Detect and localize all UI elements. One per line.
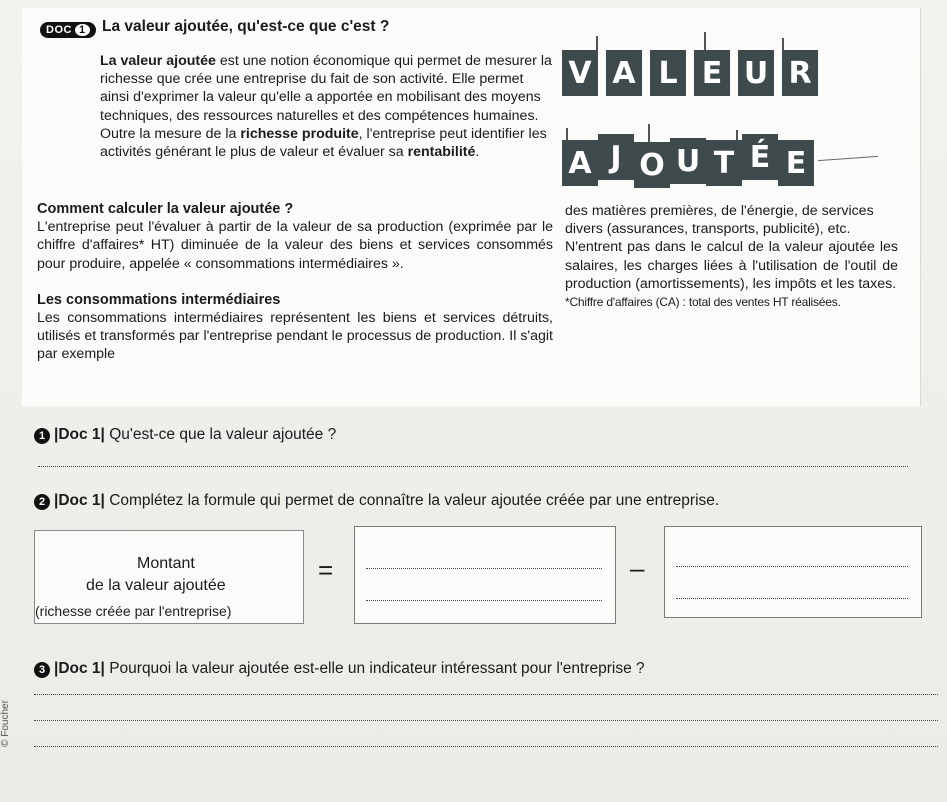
intro-paragraph <box>100 52 552 161</box>
question-2 <box>34 492 719 510</box>
formula-blank-1-line-1[interactable] <box>366 568 602 569</box>
letter-tile: L <box>650 50 686 96</box>
intro-text-2: , l'entreprise peut identifier les activités générant le plus de valeur et évaluer sa <box>100 125 547 161</box>
answer-line[interactable] <box>38 466 908 467</box>
left-column <box>37 200 553 364</box>
doc-badge-number: 1 <box>75 24 90 36</box>
letter-tile: O <box>634 142 670 188</box>
formula-blank-2-line-2[interactable] <box>676 598 908 599</box>
letter-tile: E <box>694 50 730 96</box>
letter-tile: V <box>562 50 598 96</box>
letter-tile: U <box>670 138 706 184</box>
question-ref: |Doc 1| <box>54 660 105 677</box>
letter-tile: J <box>598 134 634 180</box>
letter-tile: É <box>742 134 778 180</box>
question-3 <box>34 660 645 678</box>
question-1 <box>34 426 336 444</box>
minus-sign: – <box>630 553 645 583</box>
doc-badge <box>40 22 96 38</box>
right-column <box>565 202 898 311</box>
formula-label-line2: de la valeur ajoutée <box>86 577 226 594</box>
valeur-ajoutee-illustration <box>556 28 856 198</box>
section1-title: Comment calculer la valeur ajoutée ? <box>37 201 294 217</box>
section2-text: Les consommations intermédiaires représentent les biens et services détruits, utilisés et transformés par l'entreprise pendant le processus de production. Il s'agit par exemple <box>37 310 553 363</box>
letter-tile: R <box>782 50 818 96</box>
margin-copyright: © Foucher <box>0 700 11 747</box>
footnote: *Chiffre d'affaires (CA) : total des ventes HT réalisées. <box>565 295 841 310</box>
section2-title: Les consommations intermédiaires <box>37 291 281 308</box>
formula-blank-2-line-1[interactable] <box>676 566 908 567</box>
intro-bold-2: richesse produite <box>240 125 359 142</box>
section1-text: L'entreprise peut l'évaluer à partir de la valeur de sa production (exprimée par le chiffre d'affaires* HT) diminuée de la valeur des biens et services consommés pour produire, appelée « consommations intermédiaires ». <box>37 219 553 272</box>
question-ref: |Doc 1| <box>54 426 105 443</box>
intro-text-1: est une notion économique qui permet de mesurer la richesse que crée une entreprise du fait de son activité. Elle permet ainsi d'exprimer la valeur qu'elle a apportée en mobilisant des moyens techniques, des ressources naturelles et des compétences humaines. Outre la mesure de la <box>100 53 552 142</box>
question-number-badge: 1 <box>34 428 50 444</box>
question-number-badge: 2 <box>34 494 50 510</box>
question-text: Pourquoi la valeur ajoutée est-elle un indicateur intéressant pour l'entreprise ? <box>104 660 645 677</box>
letter-tile: A <box>606 50 642 96</box>
letter-tile: E <box>778 140 814 186</box>
intro-bold-3: rentabilité <box>407 144 476 161</box>
letter-tile: T <box>706 140 742 186</box>
letter-tile: U <box>738 50 774 96</box>
intro-bold-1: La valeur ajoutée <box>100 53 216 69</box>
intro-text-3: . <box>475 144 480 161</box>
equals-sign: = <box>318 555 334 585</box>
answer-line[interactable] <box>34 720 938 721</box>
formula-blank-box-1 <box>354 526 616 624</box>
question-text: Complétez la formule qui permet de connaître la valeur ajoutée créée par une entreprise. <box>104 492 720 509</box>
answer-line[interactable] <box>34 746 938 747</box>
formula-result-box <box>34 530 304 624</box>
formula-label-line1: Montant <box>137 555 195 572</box>
formula-blank-1-line-2[interactable] <box>366 600 602 601</box>
formula-blank-box-2 <box>664 526 922 618</box>
question-text: Qu'est-ce que la valeur ajoutée ? <box>104 426 337 443</box>
answer-line[interactable] <box>34 694 938 695</box>
question-number-badge: 3 <box>34 662 50 678</box>
doc-title: La valeur ajoutée, qu'est-ce que c'est ? <box>102 18 390 35</box>
doc-badge-label: DOC <box>46 24 72 36</box>
right-text-1: des matières premières, de l'énergie, de services divers (assurances, transports, publicité), etc. <box>565 203 874 238</box>
question-ref: |Doc 1| <box>54 492 105 509</box>
formula-label-line3: (richesse créée par l'entreprise) <box>35 603 232 619</box>
letter-tile: A <box>562 140 598 186</box>
right-text-2: N'entrent pas dans le calcul de la valeur ajoutée les salaires, les charges liées à l'utilisation de l'outil de production (amortissements), les impôts et les taxes. <box>565 239 898 292</box>
